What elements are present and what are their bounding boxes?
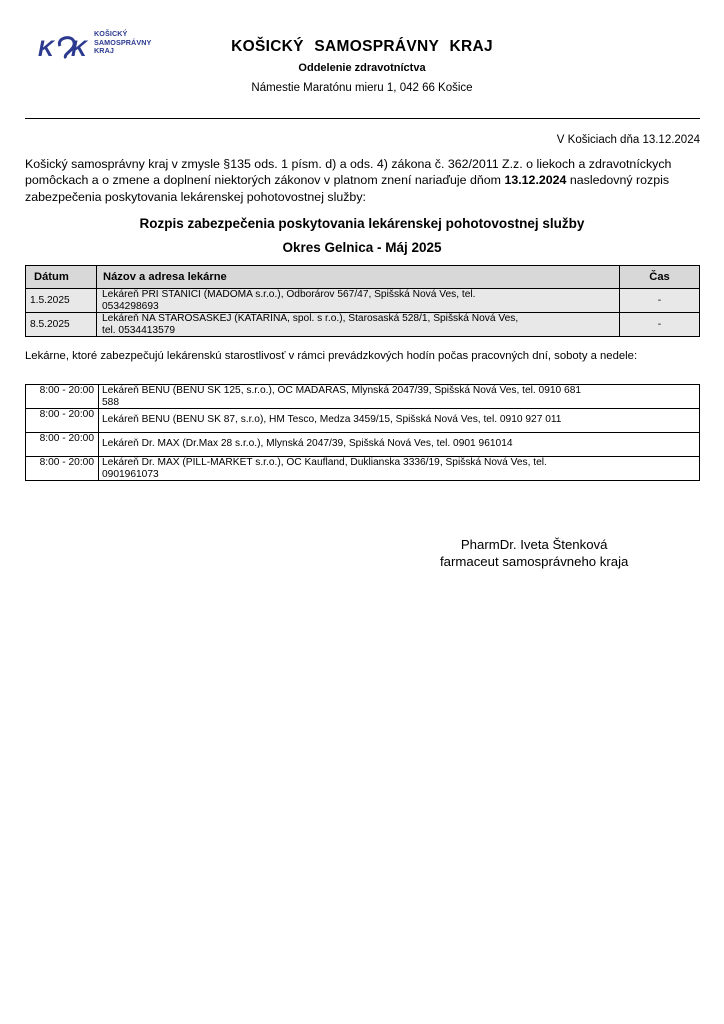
cell-pharmacy: [97, 313, 620, 337]
cell-pharmacy: [99, 433, 700, 457]
cell-hours: 8:00 - 20:00: [26, 457, 99, 481]
pharmacy-line-2: 0901961073: [102, 468, 159, 480]
cell-hours: 8:00 - 20:00: [26, 385, 99, 409]
schedule-heading: Rozpis zabezpečenia poskytovania lekárenskej pohotovostnej služby: [139, 216, 585, 231]
cell-hours: 8:00 - 20:00: [26, 409, 99, 433]
signatory-role: farmaceut samosprávneho kraja: [440, 554, 629, 569]
table-row: [26, 457, 700, 481]
cell-pharmacy: [99, 385, 700, 409]
column-header-pharmacy: Názov a adresa lekárne: [97, 266, 620, 289]
cell-pharmacy: [97, 289, 620, 313]
table-row: [26, 385, 700, 409]
pharmacy-line-1: Lekáreň PRI STANICI (MADOMA s.r.o.), Odborárov 567/47, Spišská Nová Ves, tel.: [102, 289, 476, 300]
logo-line-2: SAMOSPRÁVNY: [94, 37, 152, 47]
intro-bold-date: 13.12.2024: [504, 173, 567, 188]
regular-hours-note: Lekárne, ktoré zabezpečujú lekárenskú starostlivosť v rámci prevádzkových hodín počas pracovných dní, soboty a nedele:: [25, 350, 638, 362]
organization-title: KOŠICKÝ SAMOSPRÁVNY KRAJ: [231, 38, 493, 55]
cell-pharmacy: [99, 409, 700, 433]
regular-pharmacies-table: [25, 384, 700, 481]
cell-date: 1.5.2025: [26, 289, 97, 313]
schedule-table: [25, 265, 700, 337]
document-date: V Košiciach dňa 13.12.2024: [556, 134, 700, 146]
table-row: [26, 313, 700, 337]
intro-text-before: Košický samosprávny kraj v zmysle §135 ods. 1 písm. d) a ods. 4) zákona č. 362/2011 Z.z. o liekoch a zdravotníckych pomôckach a o zmene a doplnení niektorých zákonov v platnom znení nariaďuje dňom: [25, 157, 672, 188]
svg-text:K: K: [71, 36, 87, 61]
cell-hours: 8:00 - 20:00: [26, 433, 99, 457]
pharmacy-line-2: 588: [102, 396, 119, 408]
pharmacy-line-1: Lekáreň Dr. MAX (PILL-MARKET s.r.o.), OC Kaufland, Duklianska 3336/19, Spišská Nová Ves, tel.: [102, 457, 547, 468]
pharmacy-line-2: tel. 0534413579: [102, 324, 176, 336]
schedule-subheading: Okres Gelnica - Máj 2025: [282, 240, 442, 255]
pharmacy-line-1: Lekáreň Dr. MAX (Dr.Max 28 s.r.o.), Mlynská 2047/39, Spišská Nová Ves, tel. 0901 961014: [102, 438, 513, 449]
logo-line-3: KRAJ: [94, 46, 114, 56]
pharmacy-line-1: Lekáreň NA STAROSASKEJ (KATARÍNA, spol. s r.o.), Starosaská 528/1, Spišská Nová Ves,: [102, 313, 519, 324]
intro-text-after: nasledovný rozpis zabezpečenia poskytovania lekárenskej pohotovostnej služby:: [25, 173, 670, 204]
logo-line-1: KOŠICKÝ: [94, 29, 128, 38]
pharmacy-line-1: Lekáreň BENU (BENU SK 125, s.r.o.), OC MADARAS, Mlynská 2047/39, Spišská Nová Ves, tel. 0910 681: [102, 385, 582, 396]
cell-time: -: [620, 289, 700, 313]
cell-date: 8.5.2025: [26, 313, 97, 337]
department-name: Oddelenie zdravotníctva: [298, 62, 426, 74]
signatory-name: PharmDr. Iveta Štenková: [460, 537, 608, 552]
column-header-time: Čas: [620, 266, 700, 289]
column-header-date: Dátum: [26, 266, 97, 289]
table-row: [26, 409, 700, 433]
table-row: [26, 433, 700, 457]
pharmacy-line-1: Lekáreň BENU (BENU SK 87, s.r.o), HM Tesco, Medza 3459/15, Spišská Nová Ves, tel. 0910 927 011: [102, 414, 562, 425]
signature-block: [440, 536, 628, 570]
table-row: [26, 289, 700, 313]
schedule-header-row: [26, 266, 700, 289]
header-divider: [25, 118, 700, 119]
cell-pharmacy: [99, 457, 700, 481]
cell-time: -: [620, 313, 700, 337]
pharmacy-line-2: 0534298693: [102, 300, 159, 312]
svg-text:K: K: [38, 36, 54, 61]
organization-address: Námestie Maratónu mieru 1, 042 66 Košice: [251, 82, 473, 94]
intro-paragraph: [25, 156, 701, 205]
